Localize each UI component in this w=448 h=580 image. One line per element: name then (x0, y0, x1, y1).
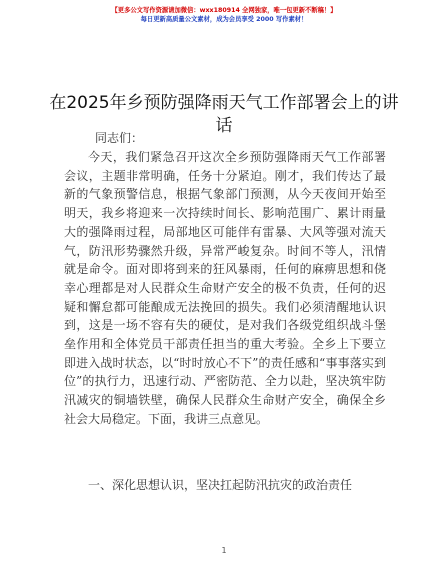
section-heading-1: 一、深化思想认识，坚决扛起防汛抗灾的政治责任 (88, 478, 353, 492)
salutation: 同志们： (95, 131, 144, 145)
document-title: 在2025年乡预防强降雨天气工作部署会上的讲话 (49, 93, 399, 136)
paragraph-1: 今天，我们紧急召开这次全乡预防强降雨天气工作部署会议，主题非常明确，任务十分紧迫。刚才，我们传达了最新的气象预警信息，根据气象部门预测，从今天夜间开始至明天，我乡将迎来一次持续时间长、影响范围广、累计雨量大的强降雨过程，局部地区可能伴有雷暴、大风等强对流天气，防汛形势骤然升级，异常严峻复杂。时间不等人，汛情就是命令。面对即将到来的狂风暴雨，任何的麻痹思想和侥幸心理都是对人民群众生命财产安全的极不负责，任何的迟疑和懈怠都可能酿成无法挽回的损失。我们必须清醒地认识到，这是一场不容有失的硬仗，是对我们各级党组织战斗堡垒作用和全体党员干部责任担当的重大考验。全乡上下要立即进入战时状态，以“时时放心不下”的责任感和“事事落实到位”的执行力，迅速行动、严密防范、全力以赴，坚决筑牢防汛减灾的铜墙铁壁，确保人民群众生命财产安全，确保全乡社会大局稳定。下面，我讲三点意见。 (64, 150, 386, 426)
body-text (64, 148, 386, 429)
promo-line-membership: 每日更新高质量公文素材，成为会员享受 2000 写作素材！ (140, 16, 308, 23)
page-number: 1 (221, 546, 227, 555)
promo-line-wechat: 【更多公文写作资源请加微信：wxx180914 全网独家，唯一包更新不断稿！】 (111, 7, 337, 14)
promo-header (0, 6, 448, 24)
